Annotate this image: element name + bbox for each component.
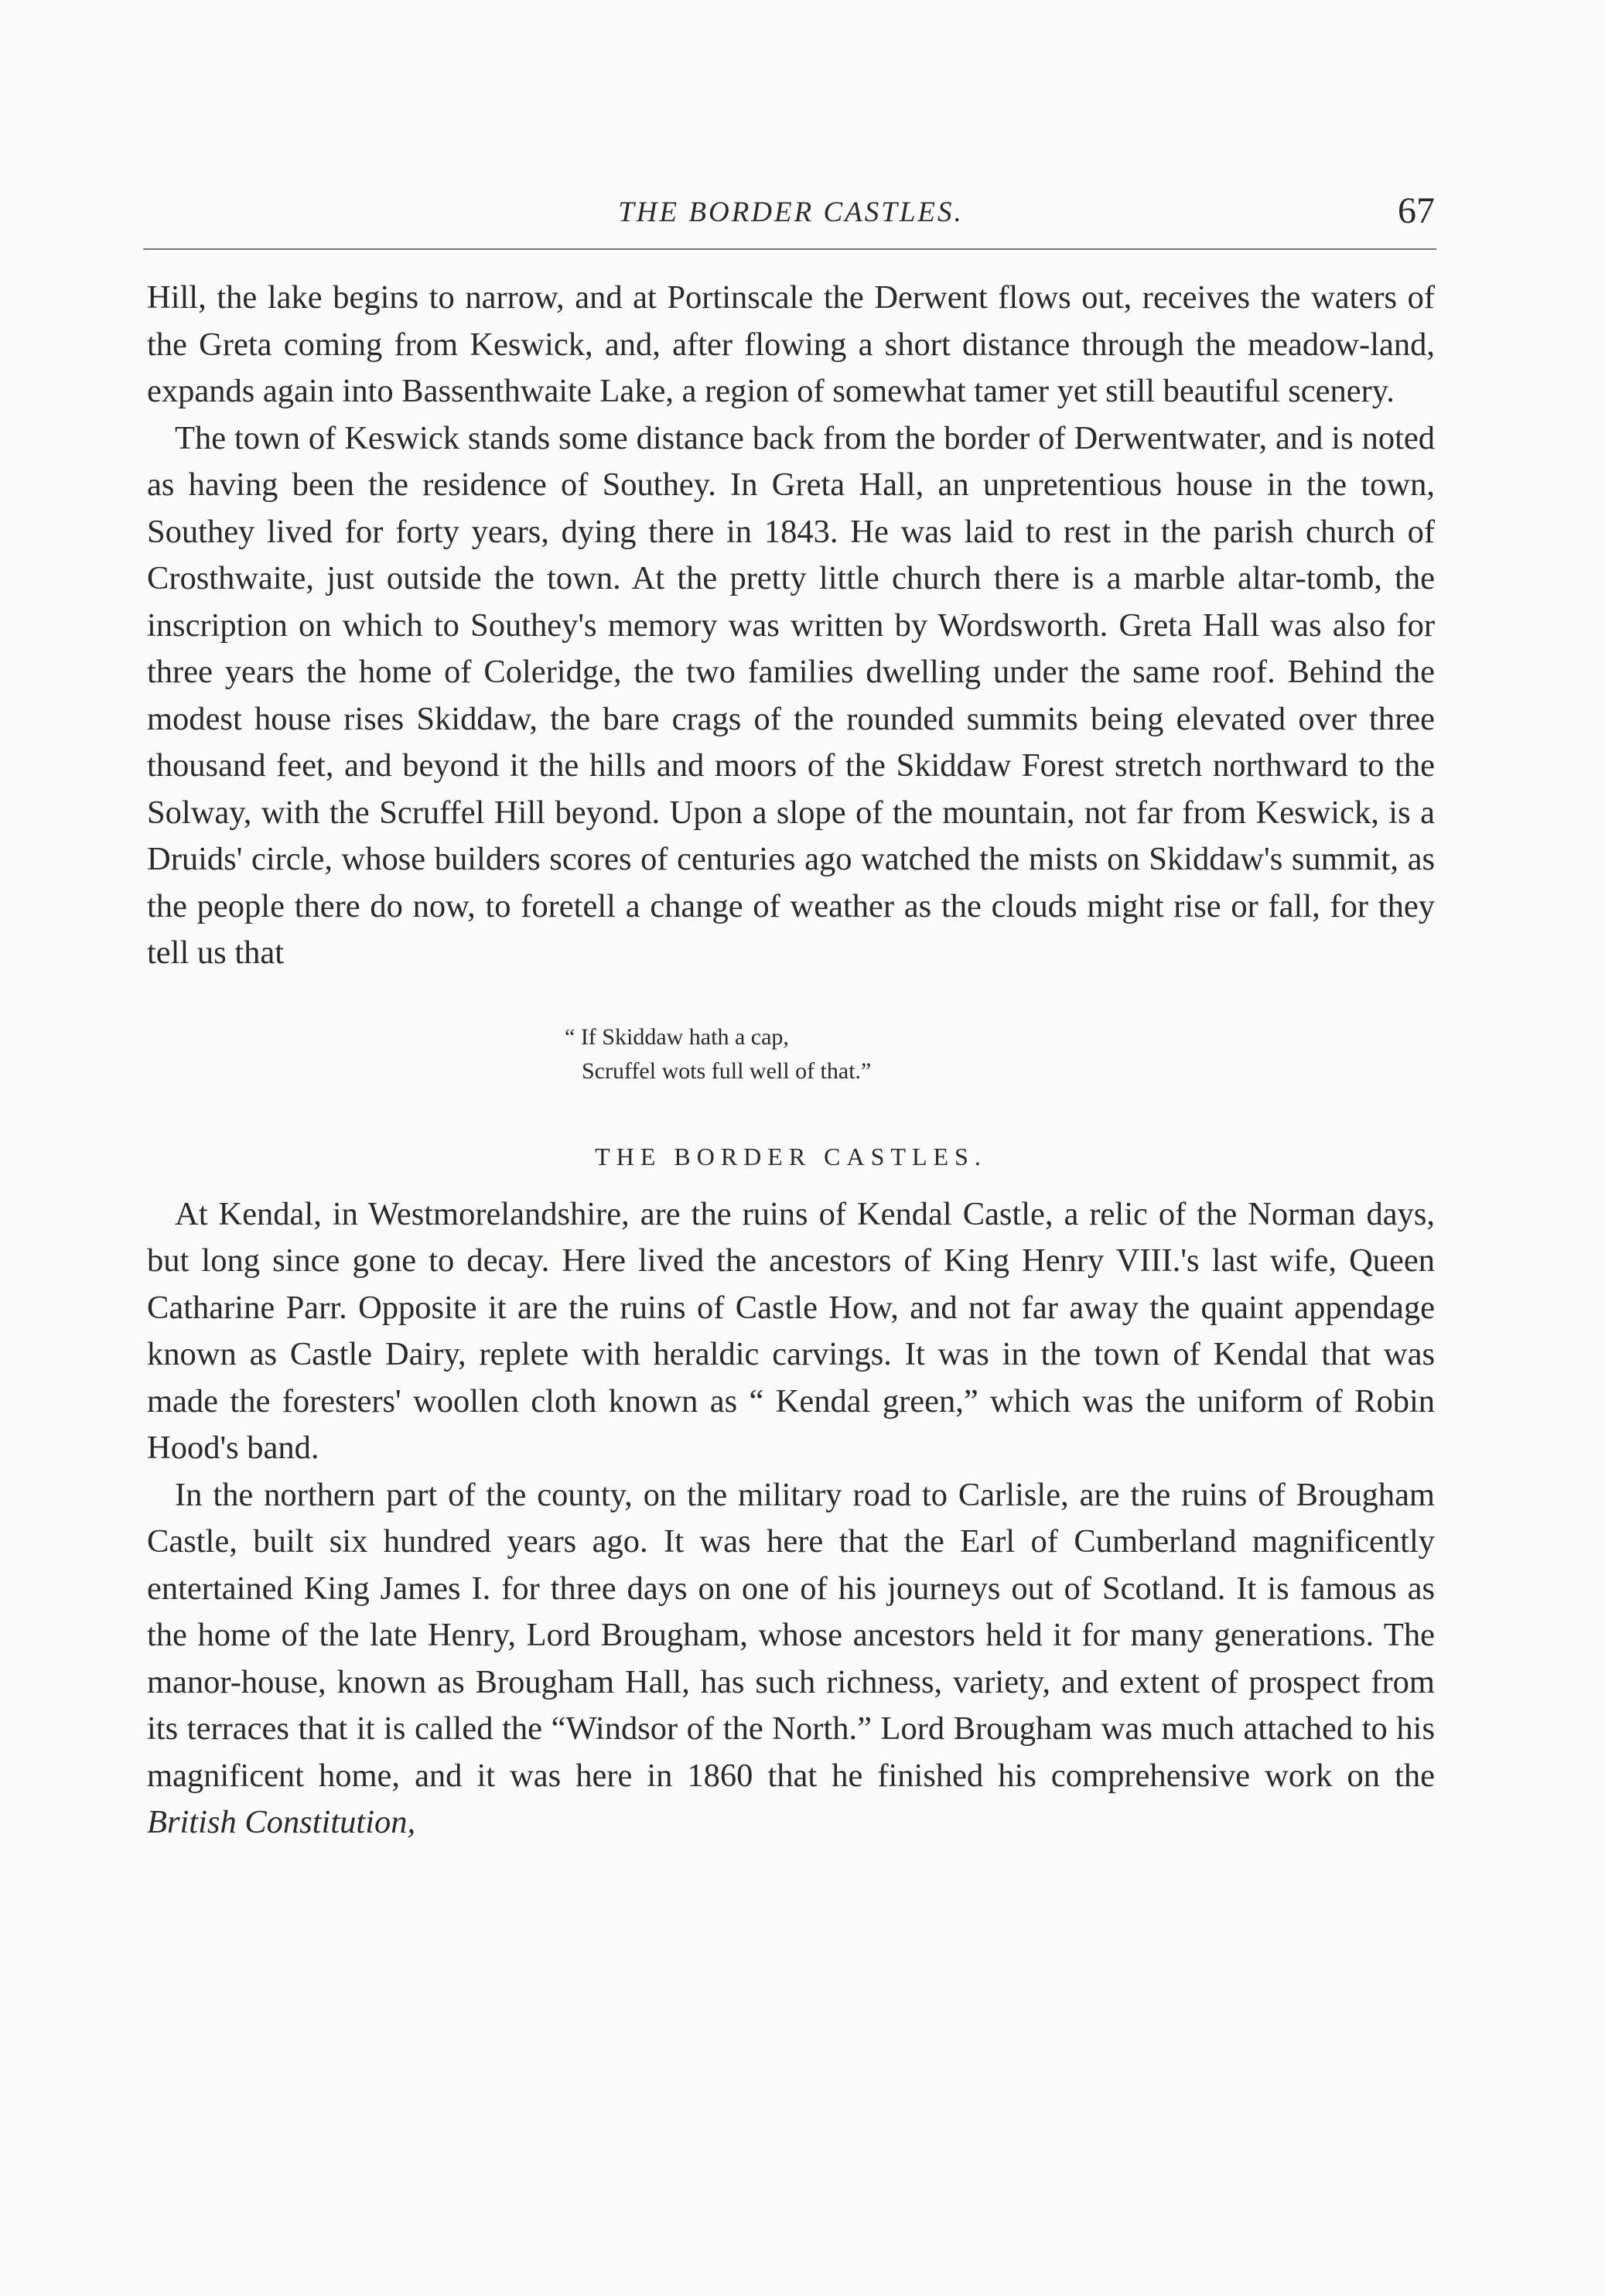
verse-quotation	[147, 1020, 1435, 1088]
paragraph-continued: Hill, the lake begins to narrow, and at Portinscale the Derwent flows out, receives the waters of the Greta coming from Keswick, and, after flowing a short distance through the meadow-land, expands again into Bassenthwaite Lake, a region of somewhat tamer yet still beautiful scenery.	[147, 279, 1435, 409]
paragraph-keswick: The town of Keswick stands some distance back from the border of Derwentwater, and is noted as having been the residence of Southey. In Greta Hall, an unpretentious house in the town, Southey lived for forty years, dying there in 1843. He was laid to rest in the parish church of Crosthwaite, just outside the town. At the pretty little church there is a marble altar-tomb, the inscription on which to Southey's memory was written by Wordsworth. Greta Hall was also for three years the home of Coleridge, the two families dwelling under the same roof. Behind the modest house rises Skiddaw, the bare crags of the rounded summits being elevated over three thousand feet, and beyond it the hills and moors of the Skiddaw Forest stretch northward to the Solway, with the Scruffel Hill beyond. Upon a slope of the mountain, not far from Keswick, is a Druids' circle, whose builders scores of centuries ago watched the mists on Skiddaw's summit, as the people there do now, to foretell a change of weather as the clouds might rise or fall, for they tell us that	[147, 419, 1435, 971]
paragraph-kendal: At Kendal, in Westmorelandshire, are the ruins of Kendal Castle, a relic of the Norman days, but long since gone to decay. Here lived the ancestors of King Henry VIII.'s last wife, Queen Catharine Parr. Opposite it are the ruins of Castle How, and not far away the quaint appendage known as Castle Dairy, replete with heraldic carvings. It was in the town of Kendal that was made the foresters' woollen cloth known as “ Kendal green,” which was the uniform of Robin Hood's band.	[147, 1195, 1435, 1466]
running-title: THE BORDER CASTLES.	[618, 196, 964, 228]
book-title-italic: British Constitution,	[147, 1804, 416, 1840]
verse-line-2: Scruffel wots full well of that.”	[582, 1057, 872, 1084]
running-head	[147, 190, 1435, 244]
page-number: 67	[1398, 190, 1435, 231]
page-body	[147, 275, 1435, 1847]
header-rule	[143, 248, 1436, 250]
verse-line-1: “ If Skiddaw hath a cap,	[565, 1023, 789, 1050]
paragraph-brougham-text: In the northern part of the county, on the military road to Carlisle, are the ruins of Brougham Castle, built six hundred years ago. It was here that the Earl of Cumberland magnificently entertained King James I. for three days on one of his journeys out of Scotland. It is famous as the home of the late Henry, Lord Brougham, whose ancestors held it for many generations. The manor-house, known as Brougham Hall, has such richness, variety, and extent of prospect from its terraces that it is called the “Windsor of the North.” Lord Brougham was much attached to his magnificent home, and it was here in 1860 that he finished his comprehensive work on the	[147, 1476, 1435, 1794]
paragraph-brougham	[147, 1472, 1435, 1847]
section-heading: THE BORDER CASTLES.	[595, 1142, 987, 1170]
